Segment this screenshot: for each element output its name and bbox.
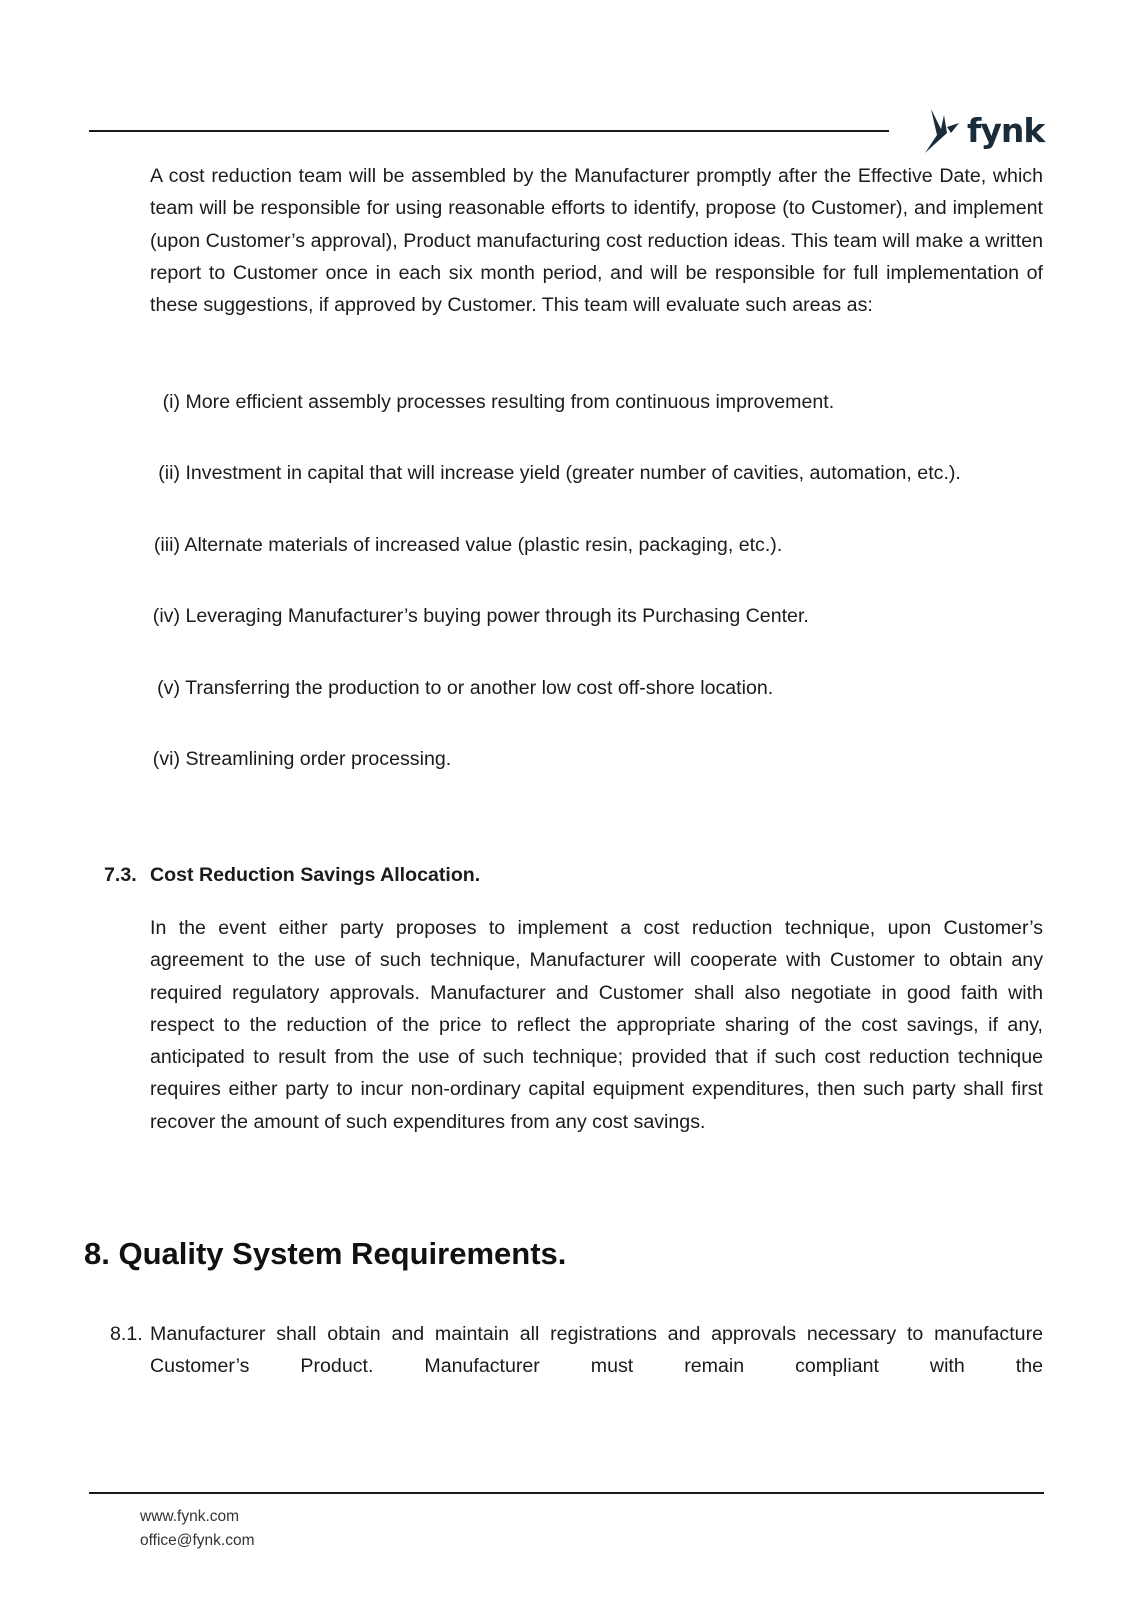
list-item-text: Streamlining order processing.: [185, 748, 452, 770]
logo-text: fynk: [967, 110, 1045, 150]
list-item-number: (iv): [152, 605, 180, 627]
subsection-title: Cost Reduction Savings Allocation.: [150, 864, 481, 886]
list-item: [140, 460, 1043, 486]
list-item-number: (v): [157, 677, 180, 699]
list-item-number: (i): [162, 391, 180, 413]
subsection-number: 7.3.: [104, 864, 137, 886]
list-item: [140, 746, 1043, 772]
list-item: [140, 675, 1043, 701]
list-item-text: More efficient assembly processes resulting from continuous improvement.: [185, 391, 835, 413]
subsection-body: In the event either party proposes to implement a cost reduction technique, upon Customer’s agreement to the use of such technique, Manufacturer will cooperate with Customer to obtain any required regulatory approvals. Manufacturer and Customer shall also negotiate in good faith with respect to the reduction of the price to reflect the appropriate sharing of the cost savings, if any, anticipated to result from the use of such technique; provided that if such cost reduction technique requires either party to incur non-ordinary capital equipment expenditures, then such party shall first recover the amount of such expenditures from any cost savings.: [150, 917, 1043, 1133]
fynk-logo: [917, 104, 1044, 156]
list-item-text: Investment in capital that will increase yield (greater number of cavities, automation, etc.).: [185, 462, 961, 484]
intro-paragraph: A cost reduction team will be assembled by the Manufacturer promptly after the Effective Date, which team will be responsible for using reasonable efforts to identify, propose (to Customer), and implement (upon Customer’s approval), Product manufacturing cost reduction ideas. This team will make a written report to Customer once in each six month period, and will be responsible for full implementation of these suggestions, if approved by Customer. This team will evaluate such areas as:: [150, 165, 1043, 317]
list-item-text: Transferring the production to or another low cost off-shore location.: [185, 677, 774, 699]
footer: [140, 1505, 255, 1553]
list-item-number: (vi): [152, 748, 180, 770]
header-divider: [89, 130, 889, 132]
footer-website-link[interactable]: www.fynk.com: [140, 1508, 240, 1525]
list-item-number: (ii): [158, 462, 180, 484]
clause-text: Manufacturer shall obtain and maintain all registrations and approvals necessary to manufacture Customer’s Product. Manufacturer must remain compliant with the: [150, 1323, 1043, 1378]
section-heading: 8. Quality System Requirements.: [84, 1236, 567, 1271]
footer-divider: [89, 1492, 1044, 1494]
list-item-text: Alternate materials of increased value (plastic resin, packaging, etc.).: [184, 534, 783, 556]
list-item-text: Leveraging Manufacturer’s buying power through its Purchasing Center.: [185, 605, 809, 627]
list-item: [140, 603, 1043, 629]
clause-number: 8.1.: [110, 1323, 143, 1345]
list-item-number: (iii): [153, 534, 180, 556]
fynk-bird-icon: [917, 105, 963, 155]
list-item: [140, 389, 1043, 415]
list-item: [140, 532, 1043, 558]
subsection-heading: [104, 862, 480, 888]
footer-email-link[interactable]: office@fynk.com: [140, 1532, 255, 1549]
